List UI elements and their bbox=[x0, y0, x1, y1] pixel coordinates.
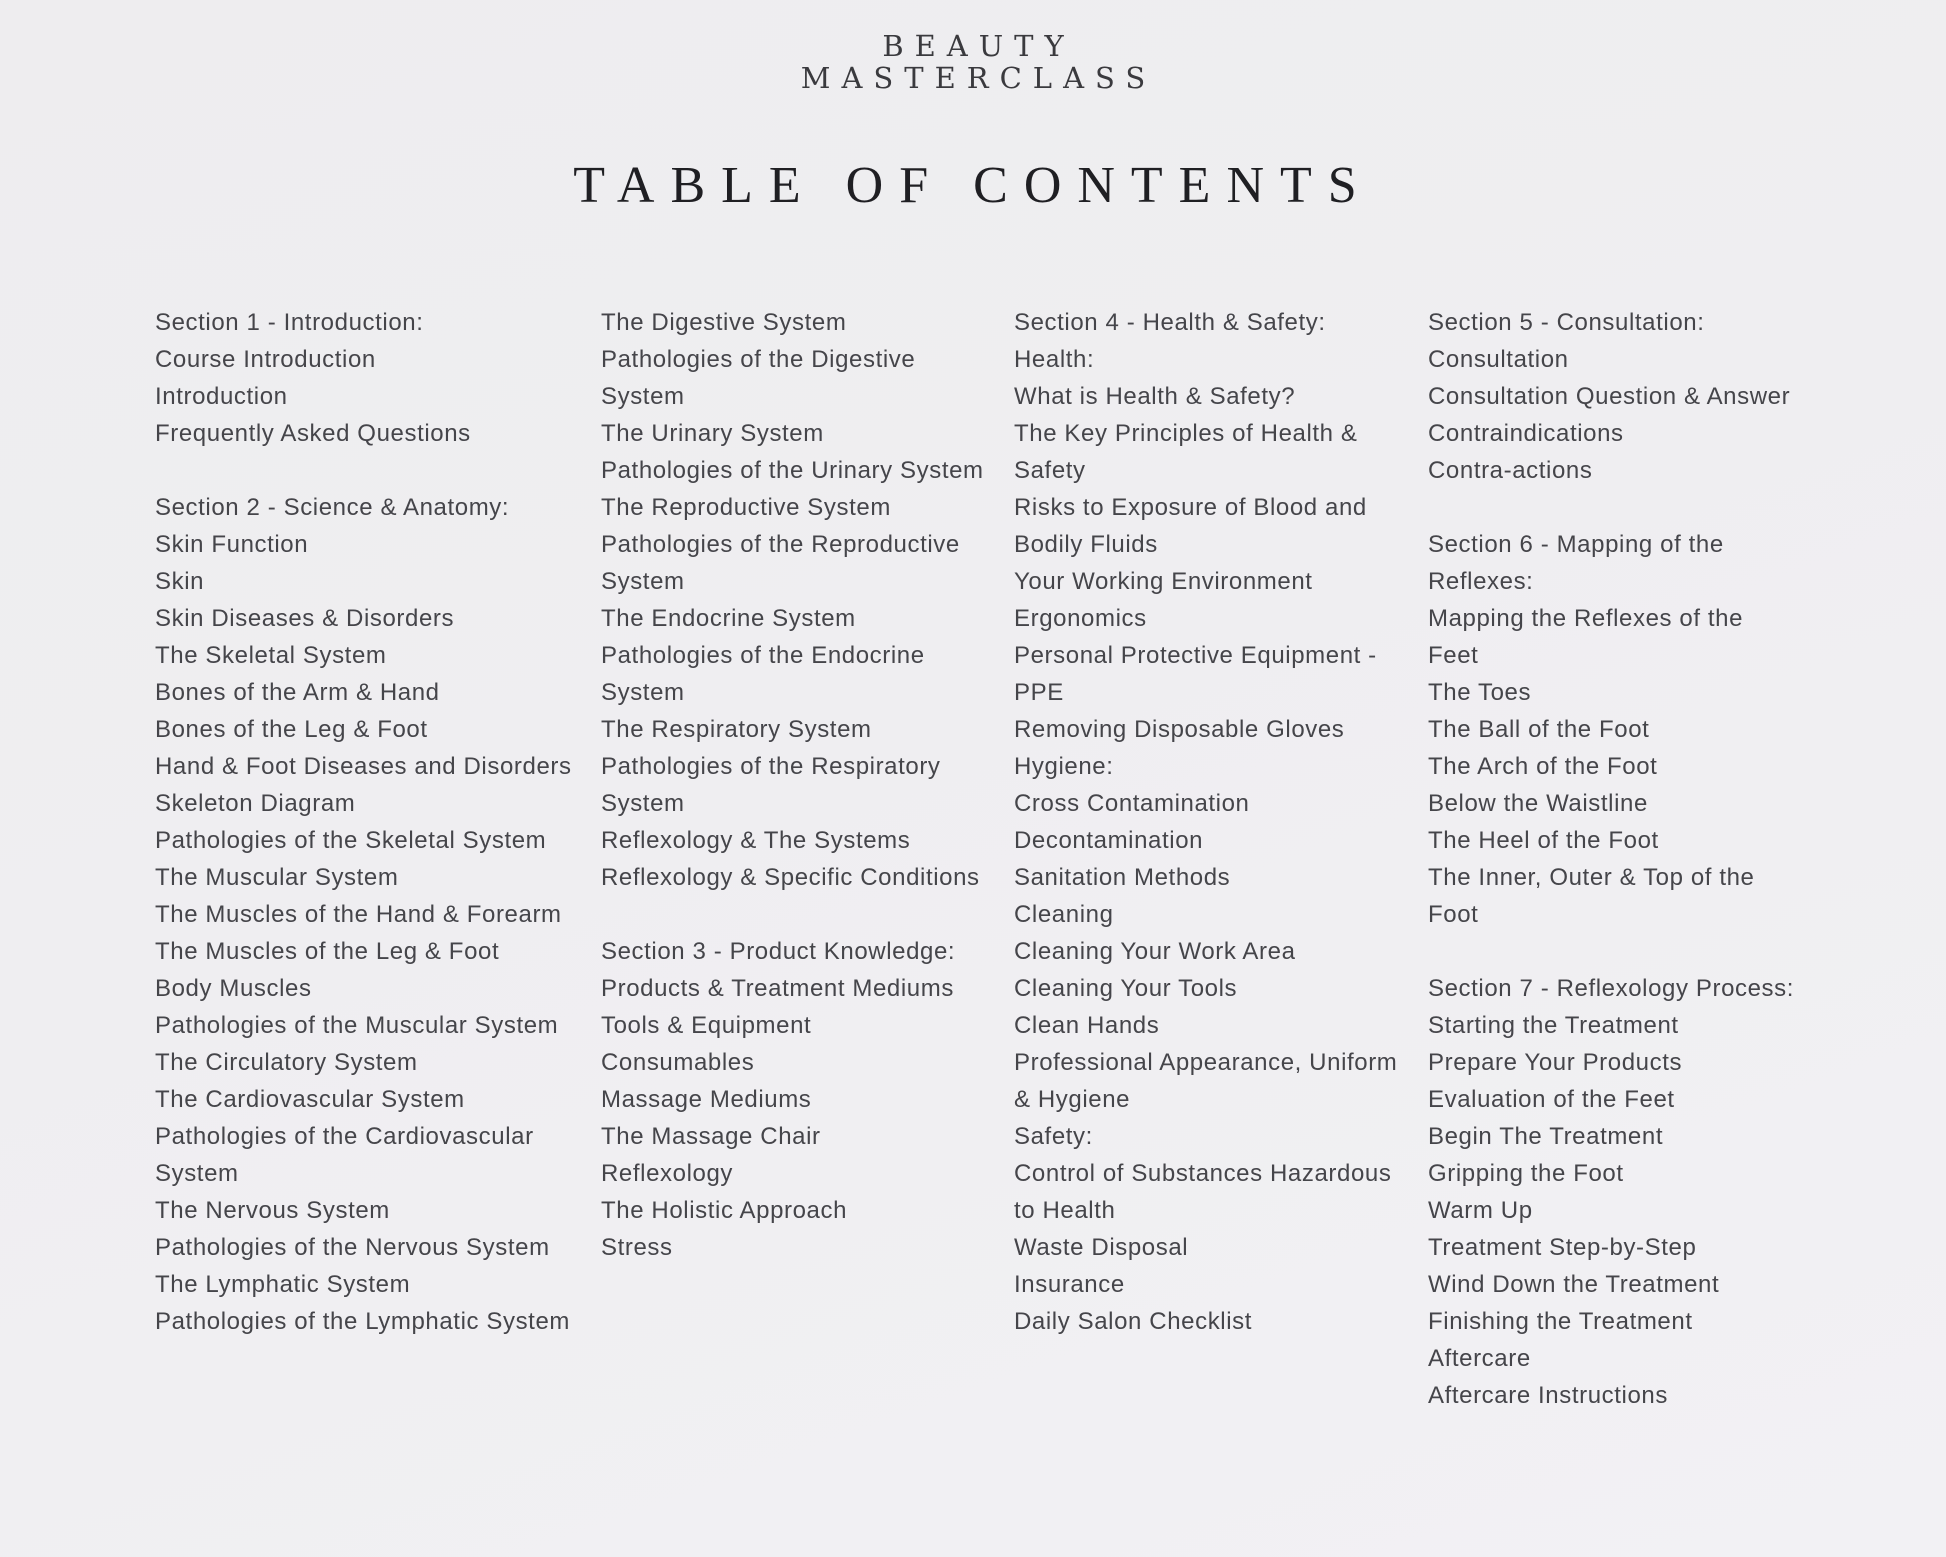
brand-line-2: MASTERCLASS bbox=[800, 61, 1157, 95]
toc-entry: Course Introduction bbox=[155, 346, 376, 373]
toc-entry: Products & Treatment Mediums bbox=[601, 975, 954, 1002]
section-spacer bbox=[1428, 489, 1848, 526]
toc-entry: PPE bbox=[1014, 679, 1064, 706]
toc-entry: Reflexology & Specific Conditions bbox=[601, 864, 980, 891]
toc-entry: Safety: bbox=[1014, 1123, 1093, 1150]
section-heading: Section 1 - Introduction: bbox=[155, 309, 424, 336]
toc-entry: Risks to Exposure of Blood and bbox=[1014, 494, 1367, 521]
toc-entry: Treatment Step-by-Step bbox=[1428, 1234, 1697, 1261]
brand-logo bbox=[0, 30, 1946, 94]
toc-entry: System bbox=[601, 568, 685, 595]
toc-entry: Pathologies of the Reproductive bbox=[601, 531, 960, 558]
section-spacer bbox=[601, 896, 1011, 933]
toc-entry: System bbox=[601, 679, 685, 706]
toc-entry: Consumables bbox=[601, 1049, 755, 1076]
toc-entry: Contraindications bbox=[1428, 420, 1624, 447]
toc-entry: What is Health & Safety? bbox=[1014, 383, 1296, 410]
toc-entry: Cleaning bbox=[1014, 901, 1114, 928]
toc-entry: The Circulatory System bbox=[155, 1049, 418, 1076]
toc-entry: Skin Diseases & Disorders bbox=[155, 605, 455, 632]
toc-entry: Safety bbox=[1014, 457, 1086, 484]
toc-entry: The Respiratory System bbox=[601, 716, 872, 743]
toc-entry: The Digestive System bbox=[601, 309, 847, 336]
toc-entry: Finishing the Treatment bbox=[1428, 1308, 1693, 1335]
toc-entry: to Health bbox=[1014, 1197, 1116, 1224]
toc-entry: The Ball of the Foot bbox=[1428, 716, 1650, 743]
toc-entry: Pathologies of the Cardiovascular bbox=[155, 1123, 534, 1150]
toc-entry: Pathologies of the Nervous System bbox=[155, 1234, 550, 1261]
toc-entry: The Inner, Outer & Top of the bbox=[1428, 864, 1755, 891]
section-spacer bbox=[155, 452, 585, 489]
toc-entry: The Endocrine System bbox=[601, 605, 856, 632]
toc-entry: Stress bbox=[601, 1234, 673, 1261]
toc-entry: Decontamination bbox=[1014, 827, 1204, 854]
toc-entry: Pathologies of the Skeletal System bbox=[155, 827, 547, 854]
toc-entry: The Nervous System bbox=[155, 1197, 390, 1224]
page-title: TABLE OF CONTENTS bbox=[573, 157, 1373, 214]
toc-entry: Insurance bbox=[1014, 1271, 1125, 1298]
toc-entry: Consultation bbox=[1428, 346, 1569, 373]
section-heading: Section 2 - Science & Anatomy: bbox=[155, 494, 510, 521]
toc-entry: The Muscles of the Hand & Forearm bbox=[155, 901, 562, 928]
toc-entry: Reflexes: bbox=[1428, 568, 1534, 595]
toc-entry: Skin bbox=[155, 568, 205, 595]
toc-entry: Aftercare Instructions bbox=[1428, 1382, 1668, 1409]
toc-entry: System bbox=[155, 1160, 239, 1187]
toc-column-2 bbox=[601, 304, 1011, 1266]
toc-entry: Tools & Equipment bbox=[601, 1012, 812, 1039]
toc-entry: Contra-actions bbox=[1428, 457, 1593, 484]
toc-entry: Bodily Fluids bbox=[1014, 531, 1158, 558]
toc-entry: Waste Disposal bbox=[1014, 1234, 1189, 1261]
toc-entry: Health: bbox=[1014, 346, 1095, 373]
toc-entry: Skin Function bbox=[155, 531, 309, 558]
toc-entry: Control of Substances Hazardous bbox=[1014, 1160, 1392, 1187]
toc-entry: Pathologies of the Digestive bbox=[601, 346, 916, 373]
toc-entry: Frequently Asked Questions bbox=[155, 420, 471, 447]
toc-column-3 bbox=[1014, 304, 1414, 1340]
toc-entry: Pathologies of the Muscular System bbox=[155, 1012, 559, 1039]
toc-entry: The Urinary System bbox=[601, 420, 824, 447]
toc-entry: The Toes bbox=[1428, 679, 1532, 706]
toc-entry: Body Muscles bbox=[155, 975, 312, 1002]
toc-entry: Evaluation of the Feet bbox=[1428, 1086, 1675, 1113]
toc-entry: Starting the Treatment bbox=[1428, 1012, 1679, 1039]
toc-entry: Professional Appearance, Uniform bbox=[1014, 1049, 1398, 1076]
toc-entry: Sanitation Methods bbox=[1014, 864, 1231, 891]
toc-entry: Massage Mediums bbox=[601, 1086, 812, 1113]
section-heading: Section 3 - Product Knowledge: bbox=[601, 938, 956, 965]
toc-entry: Feet bbox=[1428, 642, 1479, 669]
toc-entry: Cleaning Your Tools bbox=[1014, 975, 1238, 1002]
toc-entry: Foot bbox=[1428, 901, 1479, 928]
toc-entry: Clean Hands bbox=[1014, 1012, 1160, 1039]
toc-entry: Pathologies of the Endocrine bbox=[601, 642, 925, 669]
toc-entry: Your Working Environment bbox=[1014, 568, 1313, 595]
toc-entry: The Lymphatic System bbox=[155, 1271, 411, 1298]
toc-entry: The Heel of the Foot bbox=[1428, 827, 1659, 854]
toc-entry: The Cardiovascular System bbox=[155, 1086, 465, 1113]
section-heading: Section 7 - Reflexology Process: bbox=[1428, 975, 1795, 1002]
toc-entry: The Skeletal System bbox=[155, 642, 387, 669]
toc-column-4 bbox=[1428, 304, 1848, 1414]
toc-entry: The Muscular System bbox=[155, 864, 399, 891]
toc-entry: The Reproductive System bbox=[601, 494, 891, 521]
toc-entry: Skeleton Diagram bbox=[155, 790, 356, 817]
toc-entry: Gripping the Foot bbox=[1428, 1160, 1624, 1187]
toc-entry: Reflexology bbox=[601, 1160, 734, 1187]
toc-entry: Cleaning Your Work Area bbox=[1014, 938, 1296, 965]
toc-entry: The Massage Chair bbox=[601, 1123, 821, 1150]
toc-entry: Begin The Treatment bbox=[1428, 1123, 1664, 1150]
toc-entry: System bbox=[601, 790, 685, 817]
toc-entry: Introduction bbox=[155, 383, 288, 410]
toc-entry: Warm Up bbox=[1428, 1197, 1533, 1224]
toc-entry: The Key Principles of Health & bbox=[1014, 420, 1358, 447]
toc-entry: & Hygiene bbox=[1014, 1086, 1131, 1113]
toc-entry: Reflexology & The Systems bbox=[601, 827, 911, 854]
toc-column-1 bbox=[155, 304, 585, 1340]
section-spacer bbox=[1428, 933, 1848, 970]
toc-entry: Pathologies of the Urinary System bbox=[601, 457, 984, 484]
toc-entry: System bbox=[601, 383, 685, 410]
brand-line-1: BEAUTY bbox=[882, 29, 1075, 63]
toc-entry: Ergonomics bbox=[1014, 605, 1147, 632]
section-heading: Section 4 - Health & Safety: bbox=[1014, 309, 1326, 336]
toc-entry: The Arch of the Foot bbox=[1428, 753, 1658, 780]
toc-entry: Mapping the Reflexes of the bbox=[1428, 605, 1744, 632]
toc-entry: Aftercare bbox=[1428, 1345, 1531, 1372]
toc-entry: The Muscles of the Leg & Foot bbox=[155, 938, 500, 965]
toc-entry: Removing Disposable Gloves bbox=[1014, 716, 1345, 743]
toc-entry: Pathologies of the Lymphatic System bbox=[155, 1308, 570, 1335]
toc-entry: Wind Down the Treatment bbox=[1428, 1271, 1720, 1298]
section-heading: Section 5 - Consultation: bbox=[1428, 309, 1705, 336]
toc-entry: Cross Contamination bbox=[1014, 790, 1250, 817]
toc-entry: Bones of the Arm & Hand bbox=[155, 679, 440, 706]
toc-entry: Personal Protective Equipment - bbox=[1014, 642, 1377, 669]
toc-entry: Hand & Foot Diseases and Disorders bbox=[155, 753, 572, 780]
toc-entry: The Holistic Approach bbox=[601, 1197, 848, 1224]
toc-entry: Consultation Question & Answer bbox=[1428, 383, 1791, 410]
toc-entry: Daily Salon Checklist bbox=[1014, 1308, 1253, 1335]
section-heading: Section 6 - Mapping of the bbox=[1428, 531, 1724, 558]
toc-entry: Bones of the Leg & Foot bbox=[155, 716, 428, 743]
toc-entry: Hygiene: bbox=[1014, 753, 1114, 780]
toc-entry: Prepare Your Products bbox=[1428, 1049, 1683, 1076]
toc-entry: Below the Waistline bbox=[1428, 790, 1648, 817]
toc-entry: Pathologies of the Respiratory bbox=[601, 753, 941, 780]
